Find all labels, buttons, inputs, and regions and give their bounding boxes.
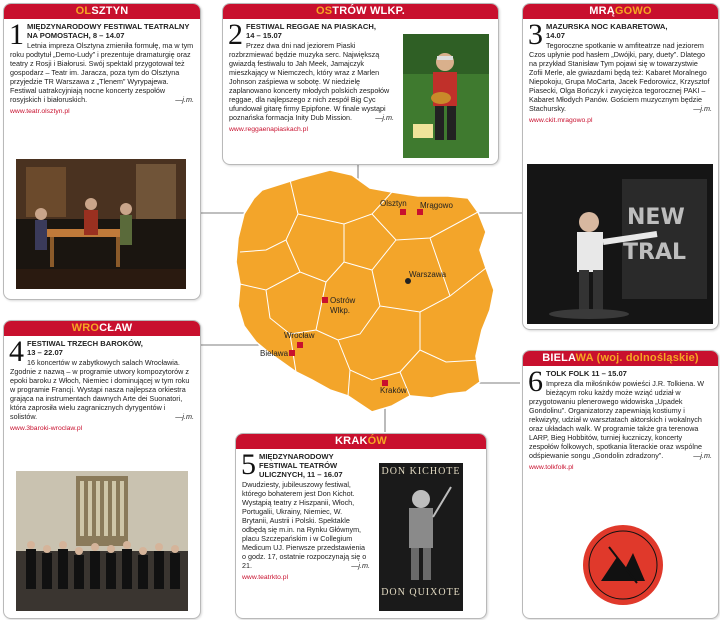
festival-title: MAZURSKA NOC KABARETOWA, 14.07 bbox=[546, 22, 668, 40]
map-label-wroclaw: Wrocław bbox=[284, 331, 315, 340]
card-body-mragowo bbox=[523, 19, 718, 125]
map-label-krakow: Kraków bbox=[380, 386, 407, 395]
olsztyn-marker bbox=[400, 209, 406, 215]
reggae-musician-photo bbox=[403, 34, 489, 158]
map-label-ostrow: Ostrów Wlkp. bbox=[330, 296, 356, 315]
card-body-bielawa bbox=[523, 366, 718, 472]
festival-number: 1 bbox=[9, 18, 24, 51]
card-krakow bbox=[235, 433, 487, 619]
festival-number: 5 bbox=[241, 448, 256, 481]
tolk-folk-logo bbox=[581, 523, 665, 607]
festival-description: Przez dwa dni nad jeziorem Piaski rozbrzmiewać będzie muzyka serc. Największą gwiazdą festiwalu to Jah Meek, Jamajczyk mieszkający w Niemczech, który wraz z Marlen Johnson zaśpiewa w sobotę. W niedzielę zaplanowano koncerty młodych polskich zespołów reggae, dla najlepszego z nich zespół Big Cyc ufundował gitarę firmy Epipfone. W finale wystąpi poznańska formacja Inity Dub Mission. —j.m. bbox=[229, 41, 394, 122]
festival-url[interactable]: www.tolkfolk.pl bbox=[529, 464, 574, 471]
card-header-mragowo: MRĄGOWO bbox=[523, 4, 718, 19]
festival-title: FESTIWAL REGGAE NA PIASKACH, 14 – 15.07 bbox=[246, 22, 376, 40]
baroque-orchestra-photo bbox=[16, 471, 188, 611]
poster-title-bottom: DON QUIXOTE bbox=[381, 587, 461, 598]
card-header-olsztyn: OLSZTYN bbox=[4, 4, 200, 19]
poster-title-top: DON KICHOTE bbox=[381, 466, 461, 477]
card-body-ostrow bbox=[223, 19, 400, 134]
card-ostrow bbox=[222, 3, 499, 165]
theatre-photo bbox=[16, 159, 186, 289]
map-label-olsztyn: Olsztyn bbox=[380, 199, 407, 208]
svg-text:NEW: NEW bbox=[627, 205, 685, 230]
festival-number: 3 bbox=[528, 18, 543, 51]
festival-title: FESTIWAL TRZECH BAROKÓW, 13 – 22.07 bbox=[27, 339, 143, 357]
festival-number: 2 bbox=[228, 18, 243, 51]
card-header-krakow: KRAKÓW bbox=[236, 434, 486, 449]
map-label-mragowo: Mrągowo bbox=[420, 201, 453, 210]
svg-text:TRAL: TRAL bbox=[623, 240, 686, 265]
festival-title: MIĘDZYNARODOWY FESTIWAL TEATRALNY NA POMOSTACH, 8 – 14.07 bbox=[27, 22, 190, 40]
festival-description: 16 koncertów w zabytkowych salach Wrocławia. Zgodnie z nazwą – w programie utwory kompozytorów z epoki baroku z Włoch, Niemiec i dominującej w tym roku w programie Francji. Wystąpi nasza najlepsza orkiestra grająca na instrumentach dawnych Arte dei Suonatori, która zaprosiła wielu zagranicznych dyrygentów i solistów. —j.m. bbox=[10, 358, 194, 421]
festival-url[interactable]: www.3baroki-wroclaw.pl bbox=[10, 425, 83, 432]
card-body-olsztyn bbox=[4, 19, 200, 116]
card-header-wroclaw: WROCŁAW bbox=[4, 321, 200, 336]
card-body-wroclaw bbox=[4, 336, 200, 433]
festival-url[interactable]: www.reggaenapiaskach.pl bbox=[229, 126, 308, 133]
festival-description: Impreza dla miłośników powieści J.R. Tolkiena. W bieżącym roku każdy może wziąć udział w przygotowaniu plenerowego widowiska „Upadek Gondolinu”. Organizatorzy zapewniają kostiumy i rekwizyty, udział w warsztatach aktorskich i wokalnych oraz układach walk. W programie także gra terenowa LARP, Bieg Hobbitów, turniej łuczniczy, koncerty zespołów folkowych, spotkania literackie oraz wspólne odśpiewanie songu „Gondolin zdradzony”. —j.m. bbox=[529, 379, 712, 460]
card-olsztyn bbox=[3, 3, 201, 300]
festival-description: Dwudziesty, jubileuszowy festiwal, którego bohaterem jest Don Kichot. Wystąpią teatry z Hiszpanii, Włoch, Portugalii, Ukrainy, Niemiec, W. Brytanii, Austrii i Polski. Spektakle odbędą się m.in. na Rynku Głównym, placu Szczepańskim i w Collegium Medicum UJ. Pierwsze przedstawienia o godz. 17, ostatnie rozpoczynają się o 21. —j.m. bbox=[242, 480, 370, 570]
festival-number: 4 bbox=[9, 335, 24, 368]
festival-url[interactable]: www.teatr.olsztyn.pl bbox=[10, 108, 70, 115]
don-quixote-poster bbox=[379, 463, 463, 611]
card-mragowo bbox=[522, 3, 719, 330]
festival-description: Tegoroczne spotkanie w amfiteatrze nad jeziorem Czos upłynie pod hasłem „Dwójki, pary, duety”. Dlatego na przykład Stanisław Tym pojawi się w towarzystwie Zofii Merle, ale gwiazdami będą też: Kabaret Moralnego Niepokoju, Grupa MoCarta, Jacek Fedorowicz, Krzysztof Piasecki, Olga Bończyk i zwyciężca tegorocznej PAKI – Kabaret Młodych Panów. Gościem muzycznym będzie Stachursky. —j.m. bbox=[529, 41, 712, 113]
bielawa-marker bbox=[289, 350, 295, 356]
cabaret-performer-photo bbox=[527, 164, 713, 324]
card-header-bielawa: BIELAWA (woj. dolnośląskie) bbox=[523, 351, 718, 366]
card-header-ostrow: OSTRÓW WLKP. bbox=[223, 4, 498, 19]
card-wroclaw bbox=[3, 320, 201, 619]
wroclaw-marker bbox=[297, 342, 303, 348]
map-label-bielawa: Bielawa bbox=[260, 349, 289, 358]
poland-outline bbox=[236, 170, 494, 412]
card-body-krakow bbox=[236, 449, 376, 582]
map-label-warszawa: Warszawa bbox=[409, 270, 447, 279]
festival-url[interactable]: www.ckit.mragowo.pl bbox=[529, 117, 593, 124]
festival-title: TOLK FOLK 11 – 15.07 bbox=[546, 369, 627, 378]
festival-description: Letnia impreza Olsztyna zmieniła formułę, ma w tym roku podtytuł „Demo-Ludy” i prezentuje dramaturgię oraz teatry z Rosji i Białorusi. Swój spektakl przygotował też gospodarz – Teatr im. Jaracza, poza tym do Olsztyna przyjedzie TR Warszawa z „Tlenem” Wyrypajewa. Festiwal uatrakcyjniają nocne koncerty zespołów rosyjskich i białoruskich. —j.m. bbox=[10, 41, 194, 104]
festival-url[interactable]: www.teatrkto.pl bbox=[242, 574, 289, 581]
festival-number: 6 bbox=[528, 365, 543, 398]
festival-title: MIĘDZYNARODOWY FESTIWAL TEATRÓW ULICZNYCH, 11 – 16.07 bbox=[259, 452, 343, 479]
ostrow-marker bbox=[322, 297, 328, 303]
card-bielawa bbox=[522, 350, 719, 619]
